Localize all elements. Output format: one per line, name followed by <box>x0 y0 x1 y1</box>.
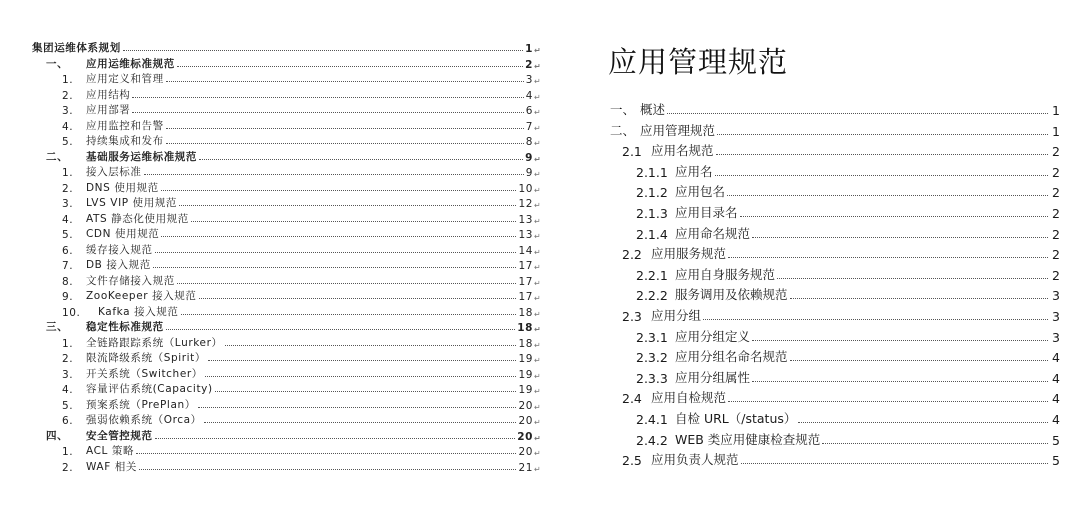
toc-entry-label: 应用部署 <box>86 104 131 116</box>
dotted-leader <box>667 113 1048 114</box>
toc-entry-page: 2 <box>1052 267 1060 283</box>
toc-entry-label: 应用名 <box>675 163 713 179</box>
dotted-leader <box>166 81 524 82</box>
toc-entry-page: 21 <box>518 461 533 474</box>
toc-entry-number: 8. <box>62 275 74 288</box>
toc-entry-label: LVS VIP 使用规范 <box>86 197 178 209</box>
toc-entry[interactable] <box>622 242 1060 262</box>
dotted-leader <box>752 340 1048 341</box>
toc-entry-label: 预案系统（PrePlan） <box>86 398 196 411</box>
dotted-leader <box>199 298 517 299</box>
toc-entry-label: 应用名规范 <box>651 143 714 159</box>
dotted-leader <box>204 422 517 423</box>
toc-entry-label: 限流降级系统（Spirit） <box>86 352 206 364</box>
paragraph-mark: ↵ <box>534 263 542 272</box>
paragraph-mark: ↵ <box>534 464 542 474</box>
toc-entry-number: 2.1.2 <box>636 185 668 201</box>
paragraph-mark: ↵ <box>534 185 542 195</box>
paragraph-mark: ↵ <box>534 371 542 381</box>
paragraph-mark: ↵ <box>534 294 542 303</box>
toc-entry[interactable] <box>62 242 540 257</box>
toc-entry[interactable] <box>622 139 1060 159</box>
toc-entry-number: 2.1.3 <box>636 206 668 221</box>
dotted-leader <box>822 443 1048 444</box>
toc-entry-page: 4 <box>1052 350 1060 366</box>
toc-entry-number: 6. <box>62 415 74 427</box>
toc-entry-number: 2.2.1 <box>636 267 668 283</box>
dotted-leader <box>777 278 1048 279</box>
toc-entry-page: 9 <box>525 151 533 164</box>
toc-entry-number: 2.4 <box>622 391 642 407</box>
toc-entry-label: WEB 类应用健康检查规范 <box>675 431 821 447</box>
toc-entry-page: 19 <box>518 384 533 396</box>
toc-entry-page: 3 <box>525 74 533 86</box>
toc-entry-page: 19 <box>518 368 533 381</box>
toc-entry-label: 持续集成和发布 <box>86 135 164 147</box>
toc-entry-label: 应用结构 <box>86 88 131 101</box>
dotted-leader <box>205 376 517 377</box>
toc-entry[interactable] <box>62 118 540 133</box>
dotted-leader <box>208 360 516 361</box>
dotted-leader <box>181 314 517 315</box>
toc-entry-page: 1 <box>1052 123 1060 139</box>
toc-entry-number: 2.3.1 <box>636 329 668 345</box>
dotted-leader <box>177 66 523 67</box>
toc-entry-label: 文件存储接入规范 <box>86 274 175 287</box>
toc-entry-label: 应用包名 <box>675 184 726 200</box>
toc-entry-page: 8 <box>525 136 533 148</box>
toc-entry-label: 应用分组名命名规范 <box>675 349 788 365</box>
dotted-leader <box>199 159 523 160</box>
toc-entry-page: 4 <box>1052 391 1060 407</box>
dotted-leader <box>225 345 517 346</box>
dotted-leader <box>155 438 516 439</box>
toc-entry-label: 概述 <box>640 102 666 117</box>
toc-entry-page: 3 <box>1052 309 1060 324</box>
toc-entry-page: 17 <box>518 291 533 303</box>
toc-entry-label: 应用监控和告警 <box>86 119 164 132</box>
toc-entry[interactable] <box>62 87 540 102</box>
toc-entry-label: 集团运维体系规划 <box>32 42 121 54</box>
dotted-leader <box>728 257 1048 258</box>
toc-entry-number: 一、 <box>46 57 69 70</box>
paragraph-mark: ↵ <box>534 170 542 179</box>
toc-entry-label: 应用运维标准规范 <box>86 57 175 70</box>
toc-entry[interactable] <box>622 448 1060 468</box>
toc-entry-page: 4 <box>525 89 533 102</box>
toc-entry-page: 7 <box>525 120 533 133</box>
toc-entry-number: 2.5 <box>622 453 642 469</box>
toc-entry[interactable] <box>62 257 540 272</box>
dotted-leader <box>790 298 1048 299</box>
toc-entry-number: 1. <box>62 167 74 179</box>
toc-entry-page: 20 <box>518 399 533 412</box>
toc-entry-label: Kafka 接入规范 <box>98 305 179 318</box>
paragraph-mark: ↵ <box>534 154 542 164</box>
toc-entry-number: 5. <box>62 399 74 412</box>
toc-entry-number: 四、 <box>46 429 69 442</box>
toc-entry-number: 2. <box>62 353 74 365</box>
dotted-leader <box>798 422 1048 423</box>
toc-entry-page: 2 <box>525 58 533 71</box>
toc-entry-number: 6. <box>62 244 74 257</box>
toc-entry-page: 17 <box>518 275 533 288</box>
toc-entry-page: 18 <box>518 337 533 350</box>
toc-entry-number: 一、 <box>610 102 636 117</box>
toc-entry-number: 5. <box>62 229 74 241</box>
toc-entry-label: WAF 相关 <box>86 460 137 473</box>
toc-entry-label: 应用定义和管理 <box>86 73 164 85</box>
toc-entry[interactable] <box>62 397 540 412</box>
dotted-leader <box>132 97 523 98</box>
paragraph-mark: ↵ <box>534 278 542 288</box>
toc-entry-number: 3. <box>62 105 74 117</box>
toc-entry[interactable] <box>62 164 540 179</box>
paragraph-mark: ↵ <box>534 247 542 257</box>
toc-entry[interactable] <box>636 345 1060 365</box>
paragraph-mark: ↵ <box>534 402 542 412</box>
toc-entry-number: 10. <box>62 306 81 319</box>
toc-entry-number: 2.1.1 <box>636 164 668 180</box>
toc-entry-label: 应用分组属性 <box>675 369 751 385</box>
toc-entry-page: 2 <box>1052 247 1060 263</box>
toc-entry-page: 2 <box>1052 226 1060 242</box>
toc-entry-number: 4. <box>62 213 74 226</box>
paragraph-mark: ↵ <box>534 201 542 210</box>
paragraph-mark: ↵ <box>534 449 542 458</box>
toc-entry-page: 3 <box>1052 329 1060 345</box>
right-toc-page <box>580 0 1076 507</box>
toc-entry-number: 5. <box>62 136 74 148</box>
toc-entry[interactable] <box>636 160 1060 180</box>
toc-entry[interactable] <box>636 263 1060 283</box>
toc-entry-number: 2. <box>62 182 74 195</box>
toc-entry[interactable] <box>62 102 540 117</box>
toc-entry[interactable] <box>62 180 540 195</box>
toc-entry-page: 4 <box>1052 370 1060 386</box>
dotted-leader <box>727 195 1048 196</box>
toc-entry[interactable] <box>636 283 1060 303</box>
toc-entry-number: 二、 <box>46 150 69 163</box>
toc-entry[interactable] <box>62 195 540 210</box>
toc-entry-label: 基础服务运维标准规范 <box>86 150 197 163</box>
toc-entry-number: 2.4.2 <box>636 432 668 448</box>
dotted-leader <box>166 329 515 330</box>
toc-entry-number: 7. <box>62 260 74 272</box>
toc-entry[interactable] <box>62 211 540 226</box>
toc-entry-page: 13 <box>518 229 533 241</box>
toc-entry[interactable] <box>610 119 1060 139</box>
toc-entry-label: 应用负责人规范 <box>651 452 739 468</box>
toc-entry[interactable] <box>62 443 540 458</box>
toc-entry-label: 应用自身服务规范 <box>675 266 776 282</box>
dotted-leader <box>752 381 1048 382</box>
toc-entry-number: 2.1 <box>622 144 642 160</box>
toc-entry[interactable] <box>636 222 1060 242</box>
toc-entry[interactable] <box>62 350 540 365</box>
paragraph-mark: ↵ <box>534 232 542 241</box>
toc-entry-page: 19 <box>518 353 533 365</box>
toc-entry[interactable] <box>622 304 1060 324</box>
toc-entry-label: CDN 使用规范 <box>86 228 160 240</box>
dotted-leader <box>161 190 517 191</box>
dotted-leader <box>177 283 517 284</box>
toc-entry-number: 2. <box>62 89 74 102</box>
toc-entry-page: 6 <box>525 105 533 117</box>
toc-entry-page: 14 <box>518 244 533 257</box>
toc-entry-number: 3. <box>62 198 74 210</box>
toc-entry[interactable] <box>46 319 540 334</box>
toc-entry-page: 18 <box>518 306 533 319</box>
toc-entry-label: 强弱依赖系统（Orca） <box>86 414 202 426</box>
dotted-leader <box>715 175 1048 176</box>
toc-entry-number: 2.2 <box>622 247 642 263</box>
toc-entry[interactable] <box>636 180 1060 200</box>
dotted-leader <box>191 221 517 222</box>
dotted-leader <box>144 174 524 175</box>
toc-entry-label: 安全管控规范 <box>86 429 153 442</box>
toc-entry[interactable] <box>636 201 1060 221</box>
toc-entry[interactable] <box>62 71 540 86</box>
toc-entry[interactable] <box>62 304 540 319</box>
toc-entry-number: 2.3.3 <box>636 370 668 386</box>
dotted-leader <box>716 154 1048 155</box>
toc-entry-page: 18 <box>517 322 533 334</box>
toc-entry[interactable] <box>62 381 540 396</box>
dotted-leader <box>717 134 1048 135</box>
toc-entry-number: 1. <box>62 446 74 458</box>
toc-entry[interactable] <box>622 386 1060 406</box>
toc-entry[interactable] <box>62 226 540 241</box>
dotted-leader <box>139 469 516 470</box>
paragraph-mark: ↵ <box>534 61 542 71</box>
toc-entry-label: 接入层标准 <box>86 166 142 178</box>
toc-entry-page: 1 <box>1052 103 1060 118</box>
toc-entry-page: 9 <box>525 167 533 179</box>
toc-entry-label: 应用命名规范 <box>675 225 751 241</box>
paragraph-mark: ↵ <box>534 387 542 396</box>
toc-entry[interactable] <box>62 366 540 381</box>
paragraph-mark: ↵ <box>534 77 542 86</box>
toc-entry-number: 2.3.2 <box>636 350 668 366</box>
toc-entry-page: 10 <box>518 182 533 195</box>
toc-entry-label: 自检 URL（/status） <box>675 411 797 426</box>
toc-entry[interactable] <box>62 133 540 148</box>
toc-entry-page: 13 <box>518 213 533 226</box>
toc-entry-number: 2.4.1 <box>636 412 668 427</box>
dotted-leader <box>215 391 517 392</box>
toc-entry-page: 3 <box>1052 288 1060 304</box>
toc-entry-label: ATS 静态化使用规范 <box>86 212 189 225</box>
dotted-leader <box>703 319 1048 320</box>
paragraph-mark: ↵ <box>534 433 542 443</box>
toc-entry-label: DB 接入规范 <box>86 259 151 271</box>
toc-entry-number: 1. <box>62 74 74 86</box>
toc-entry-page: 20 <box>517 430 533 443</box>
toc-entry[interactable] <box>636 428 1060 448</box>
toc-entry[interactable] <box>32 40 540 55</box>
toc-entry-label: 应用管理规范 <box>640 122 716 138</box>
toc-entry-label: 应用分组 <box>651 308 702 323</box>
toc-entry-label: DNS 使用规范 <box>86 181 159 194</box>
toc-entry-label: 应用目录名 <box>675 205 738 220</box>
toc-entry-page: 2 <box>1052 164 1060 180</box>
dotted-leader <box>198 407 517 408</box>
paragraph-mark: ↵ <box>534 325 542 334</box>
paragraph-mark: ↵ <box>534 418 542 427</box>
toc-entry-page: 20 <box>518 415 533 427</box>
paragraph-mark: ↵ <box>534 108 542 117</box>
toc-entry-label: 应用自检规范 <box>651 390 727 406</box>
toc-entry-number: 2.3 <box>622 309 642 324</box>
toc-entry[interactable] <box>636 325 1060 345</box>
toc-entry[interactable] <box>46 149 540 164</box>
toc-entry-label: 应用服务规范 <box>651 246 727 262</box>
toc-entry-label: 容量评估系统(Capacity) <box>86 383 213 395</box>
paragraph-mark: ↵ <box>534 340 542 350</box>
toc-entry-page: 12 <box>518 198 533 210</box>
dotted-leader <box>166 128 524 129</box>
toc-entry-page: 2 <box>1052 185 1060 201</box>
toc-entry-number: 2.2.2 <box>636 288 668 304</box>
toc-entry-number: 2.1.4 <box>636 226 668 242</box>
paragraph-mark: ↵ <box>534 92 542 102</box>
toc-entry[interactable] <box>62 335 540 350</box>
toc-entry-label: 稳定性标准规范 <box>86 321 164 333</box>
toc-entry[interactable] <box>636 407 1060 427</box>
toc-entry[interactable] <box>62 288 540 303</box>
toc-entry-label: 全链路跟踪系统（Lurker） <box>86 336 223 349</box>
toc-entry-page: 2 <box>1052 206 1060 221</box>
toc-entry[interactable] <box>62 412 540 427</box>
paragraph-mark: ↵ <box>534 46 542 55</box>
toc-entry[interactable] <box>62 273 540 288</box>
toc-entry-number: 二、 <box>610 122 636 138</box>
paragraph-mark: ↵ <box>534 356 542 365</box>
toc-entry-page: 5 <box>1052 453 1060 469</box>
dotted-leader <box>153 267 517 268</box>
toc-entry-number: 1. <box>62 337 74 350</box>
toc-entry-label: 应用分组定义 <box>675 328 751 344</box>
toc-entry-page: 4 <box>1052 412 1060 427</box>
toc-entry[interactable] <box>636 366 1060 386</box>
dotted-leader <box>123 50 523 51</box>
paragraph-mark: ↵ <box>534 123 542 133</box>
dotted-leader <box>728 401 1048 402</box>
toc-entry-number: 9. <box>62 291 74 303</box>
toc-entry-label: ZooKeeper 接入规范 <box>86 290 197 302</box>
toc-entry-label: 服务调用及依赖规范 <box>675 287 788 303</box>
toc-entry[interactable] <box>610 98 1060 118</box>
toc-entry-number: 2. <box>62 461 74 474</box>
toc-entry-label: ACL 策略 <box>86 445 135 457</box>
toc-entry-page: 17 <box>518 260 533 272</box>
dotted-leader <box>741 463 1048 464</box>
toc-entry-page: 1 <box>525 43 533 55</box>
toc-entry-page: 5 <box>1052 432 1060 448</box>
toc-entry-number: 三、 <box>46 321 69 333</box>
toc-entry-number: 4. <box>62 384 74 396</box>
dotted-leader <box>740 216 1048 217</box>
dotted-leader <box>179 205 516 206</box>
paragraph-mark: ↵ <box>534 216 542 226</box>
dotted-leader <box>132 112 523 113</box>
dotted-leader <box>790 360 1048 361</box>
dotted-leader <box>155 252 517 253</box>
toc-entry-number: 4. <box>62 120 74 133</box>
toc-entry[interactable] <box>46 56 540 71</box>
document-title: 应用管理规范 <box>608 45 789 79</box>
toc-entry-page: 20 <box>518 446 533 458</box>
dotted-leader <box>136 453 516 454</box>
toc-entry-label: 缓存接入规范 <box>86 243 153 256</box>
toc-entry[interactable] <box>62 459 540 474</box>
dotted-leader <box>752 237 1048 238</box>
dotted-leader <box>161 236 516 237</box>
toc-entry[interactable] <box>46 428 540 443</box>
toc-entry-number: 3. <box>62 368 74 381</box>
dotted-leader <box>166 143 524 144</box>
paragraph-mark: ↵ <box>534 309 542 319</box>
paragraph-mark: ↵ <box>534 139 542 148</box>
toc-entry-page: 2 <box>1052 144 1060 160</box>
toc-entry-label: 开关系统（Switcher） <box>86 367 203 380</box>
